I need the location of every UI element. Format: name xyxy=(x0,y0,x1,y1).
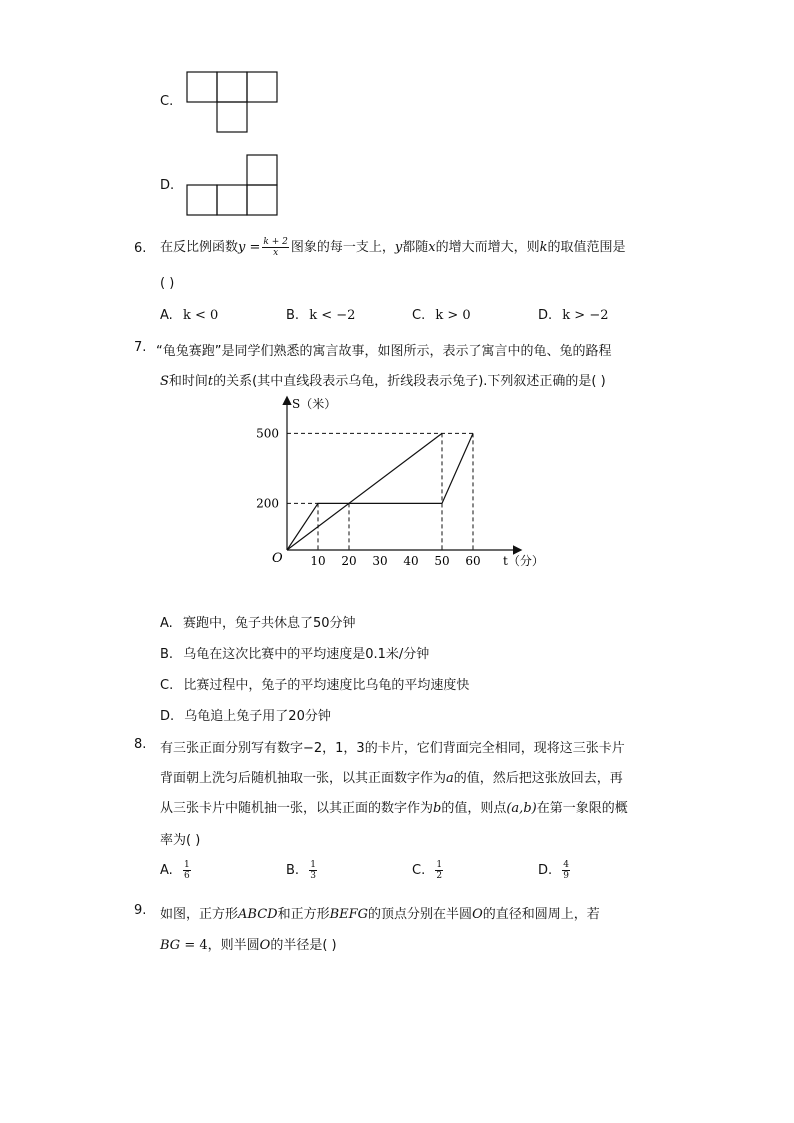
q6-option-b[interactable] xyxy=(286,308,355,323)
q7-line2-rest: 的关系(其中直线段表示乌龟，折线段表示兔子).下列叙述正确的是( ) xyxy=(213,374,606,389)
q7-option-a-text: 赛跑中，兔子共休息了50分钟 xyxy=(182,616,356,631)
q6-stem-mid2: 都随 xyxy=(402,240,429,255)
option-d-net-figure xyxy=(186,154,280,218)
q6-option-d-text: k > −2 xyxy=(562,308,609,323)
q7-var-t: t xyxy=(207,374,214,389)
chart-y-tick-200: 200 xyxy=(256,496,279,511)
q6-stem-suffix: 的取值范围是 xyxy=(547,240,626,255)
q6-option-c-text: k > 0 xyxy=(435,308,471,323)
q9-o1: O xyxy=(472,907,483,922)
q8-line3-mid: 的值，则点 xyxy=(441,801,507,816)
q8-option-c[interactable] xyxy=(412,860,445,881)
q8-option-b-den: 3 xyxy=(310,871,316,881)
q8-line3 xyxy=(160,797,628,816)
q7-option-a-label: A. xyxy=(160,616,173,631)
chart-y-tick-500: 500 xyxy=(256,426,279,441)
q9-o2: O xyxy=(259,938,271,953)
q8-option-d-den: 9 xyxy=(563,871,570,881)
q6-option-a[interactable] xyxy=(160,308,218,323)
q8-option-a-den: 6 xyxy=(183,871,190,881)
q7-option-c-text: 比赛过程中，兔子的平均速度比乌龟的平均速度快 xyxy=(183,678,470,693)
q6-option-a-label: A. xyxy=(160,308,173,323)
q6-option-c-label: C. xyxy=(412,308,426,323)
q9-abcd: ABCD xyxy=(238,907,278,922)
q7-option-a[interactable] xyxy=(160,612,355,631)
q7-option-b-text: 乌龟在这次比赛中的平均速度是0.1米/分钟 xyxy=(183,647,430,662)
option-d-label: D. xyxy=(160,178,175,193)
q6-option-b-text: k < −2 xyxy=(309,308,356,323)
q7-option-c[interactable] xyxy=(160,674,469,693)
q8-option-d[interactable] xyxy=(538,860,572,881)
q8-line3-post: 在第一象限的概 xyxy=(536,801,628,816)
chart-y-label: S（米） xyxy=(292,397,337,411)
q9-bg: BG xyxy=(160,938,181,953)
q8-option-a-label: A. xyxy=(160,863,173,878)
q9-eq: = 4 xyxy=(180,938,208,953)
q6-frac-num: k + 2 xyxy=(263,237,288,247)
q8-line2 xyxy=(160,767,623,786)
q7-option-d-text: 乌龟追上兔子用了20分钟 xyxy=(184,709,331,724)
q8-option-b-num: 1 xyxy=(310,860,316,870)
q7-race-chart xyxy=(250,392,550,577)
q8-option-c-num: 1 xyxy=(436,860,443,870)
q9-befg: BEFG xyxy=(329,907,369,922)
q6-option-b-label: B. xyxy=(286,308,300,323)
chart-x-tick-40: 40 xyxy=(403,554,419,568)
q8-line4: 率为( ) xyxy=(160,833,201,848)
q7-option-d-label: D. xyxy=(160,709,175,724)
q8-line2-pre: 背面朝上洗匀后随机抽取一张，以其正面数字作为 xyxy=(160,771,447,786)
q8-var-b: b xyxy=(433,801,442,816)
q9-number: 9. xyxy=(134,903,147,918)
q6-frac-den: x xyxy=(273,248,279,258)
q6-option-d[interactable] xyxy=(538,308,609,323)
q6-var-x: x xyxy=(428,240,436,255)
chart-x-label: t（分） xyxy=(503,554,544,568)
q7-option-b[interactable] xyxy=(160,643,429,662)
q9-line1-mid2: 的顶点分别在半圆 xyxy=(368,907,473,922)
q7-number: 7. xyxy=(134,340,147,355)
chart-x-tick-10: 10 xyxy=(310,554,326,568)
q6-stem xyxy=(160,236,626,260)
option-c-net-figure xyxy=(186,71,280,133)
chart-series-tortoise xyxy=(287,433,442,550)
q8-point: (a,b) xyxy=(506,801,537,816)
q8-option-c-label: C. xyxy=(412,863,426,878)
q8-number: 8. xyxy=(134,737,147,752)
q6-stem-mid3: 的增大而增大，则 xyxy=(435,240,540,255)
q6-fraction xyxy=(262,237,288,258)
q8-line2-post: 的值，然后把这张放回去，再 xyxy=(453,771,623,786)
q8-option-a-fraction xyxy=(183,860,191,881)
q8-line1: 有三张正面分别写有数字−2，1，3的卡片，它们背面完全相同，现将这三张卡片 xyxy=(160,741,625,756)
q9-line2 xyxy=(160,934,337,953)
q6-stem-mid1: 图象的每一支上， xyxy=(290,240,395,255)
q6-number: 6. xyxy=(134,241,147,256)
q8-option-d-num: 4 xyxy=(563,860,570,870)
q6-option-a-text: k < 0 xyxy=(182,308,219,323)
q6-func-eq: = xyxy=(249,240,261,255)
q8-option-b-label: B. xyxy=(286,863,300,878)
q6-option-c[interactable] xyxy=(412,308,471,323)
q9-line1-pre: 如图，正方形 xyxy=(160,907,239,922)
q8-var-a: a xyxy=(446,771,454,786)
q6-func-y: y xyxy=(238,240,246,255)
q9-line1-post: 的直径和圆周上，若 xyxy=(482,907,600,922)
q8-line3-pre: 从三张卡片中随机抽一张，以其正面的数字作为 xyxy=(160,801,434,816)
q8-option-d-fraction xyxy=(562,860,570,881)
q8-option-c-fraction xyxy=(435,860,443,881)
chart-x-tick-30: 30 xyxy=(372,554,388,568)
q7-line1: “龟兔赛跑”是同学们熟悉的寓言故事，如图所示，表示了寓言中的龟、兔的路程 xyxy=(156,344,612,359)
q7-option-c-label: C. xyxy=(160,678,174,693)
q7-line2-mid: 和时间 xyxy=(168,374,208,389)
chart-series-hare xyxy=(287,433,473,550)
chart-x-tick-20: 20 xyxy=(341,554,357,568)
q8-option-a[interactable] xyxy=(160,860,193,881)
chart-x-tick-60: 60 xyxy=(465,554,481,568)
q8-option-b-fraction xyxy=(309,860,317,881)
q6-stem-prefix: 在反比例函数 xyxy=(160,240,239,255)
q9-line2-post: 的半径是( ) xyxy=(270,938,337,953)
q8-option-b[interactable] xyxy=(286,860,319,881)
q7-option-b-label: B. xyxy=(160,647,174,662)
q6-option-d-label: D. xyxy=(538,308,553,323)
q7-var-s: S xyxy=(160,374,169,389)
q6-var-k: k xyxy=(539,240,548,255)
q6-var-y: y xyxy=(394,240,403,255)
q7-line2 xyxy=(160,370,606,389)
q9-line1-mid: 和正方形 xyxy=(277,907,330,922)
q8-option-c-den: 2 xyxy=(436,871,443,881)
chart-x-tick-50: 50 xyxy=(434,554,450,568)
option-c-label: C. xyxy=(160,94,174,109)
q9-line2-mid: ，则半圆 xyxy=(207,938,260,953)
chart-origin-label: O xyxy=(272,551,283,566)
q8-option-a-num: 1 xyxy=(183,860,190,870)
q7-option-d[interactable] xyxy=(160,705,331,724)
q8-option-d-label: D. xyxy=(538,863,553,878)
q6-blank: ( ) xyxy=(160,276,175,291)
q9-line1 xyxy=(160,903,600,922)
